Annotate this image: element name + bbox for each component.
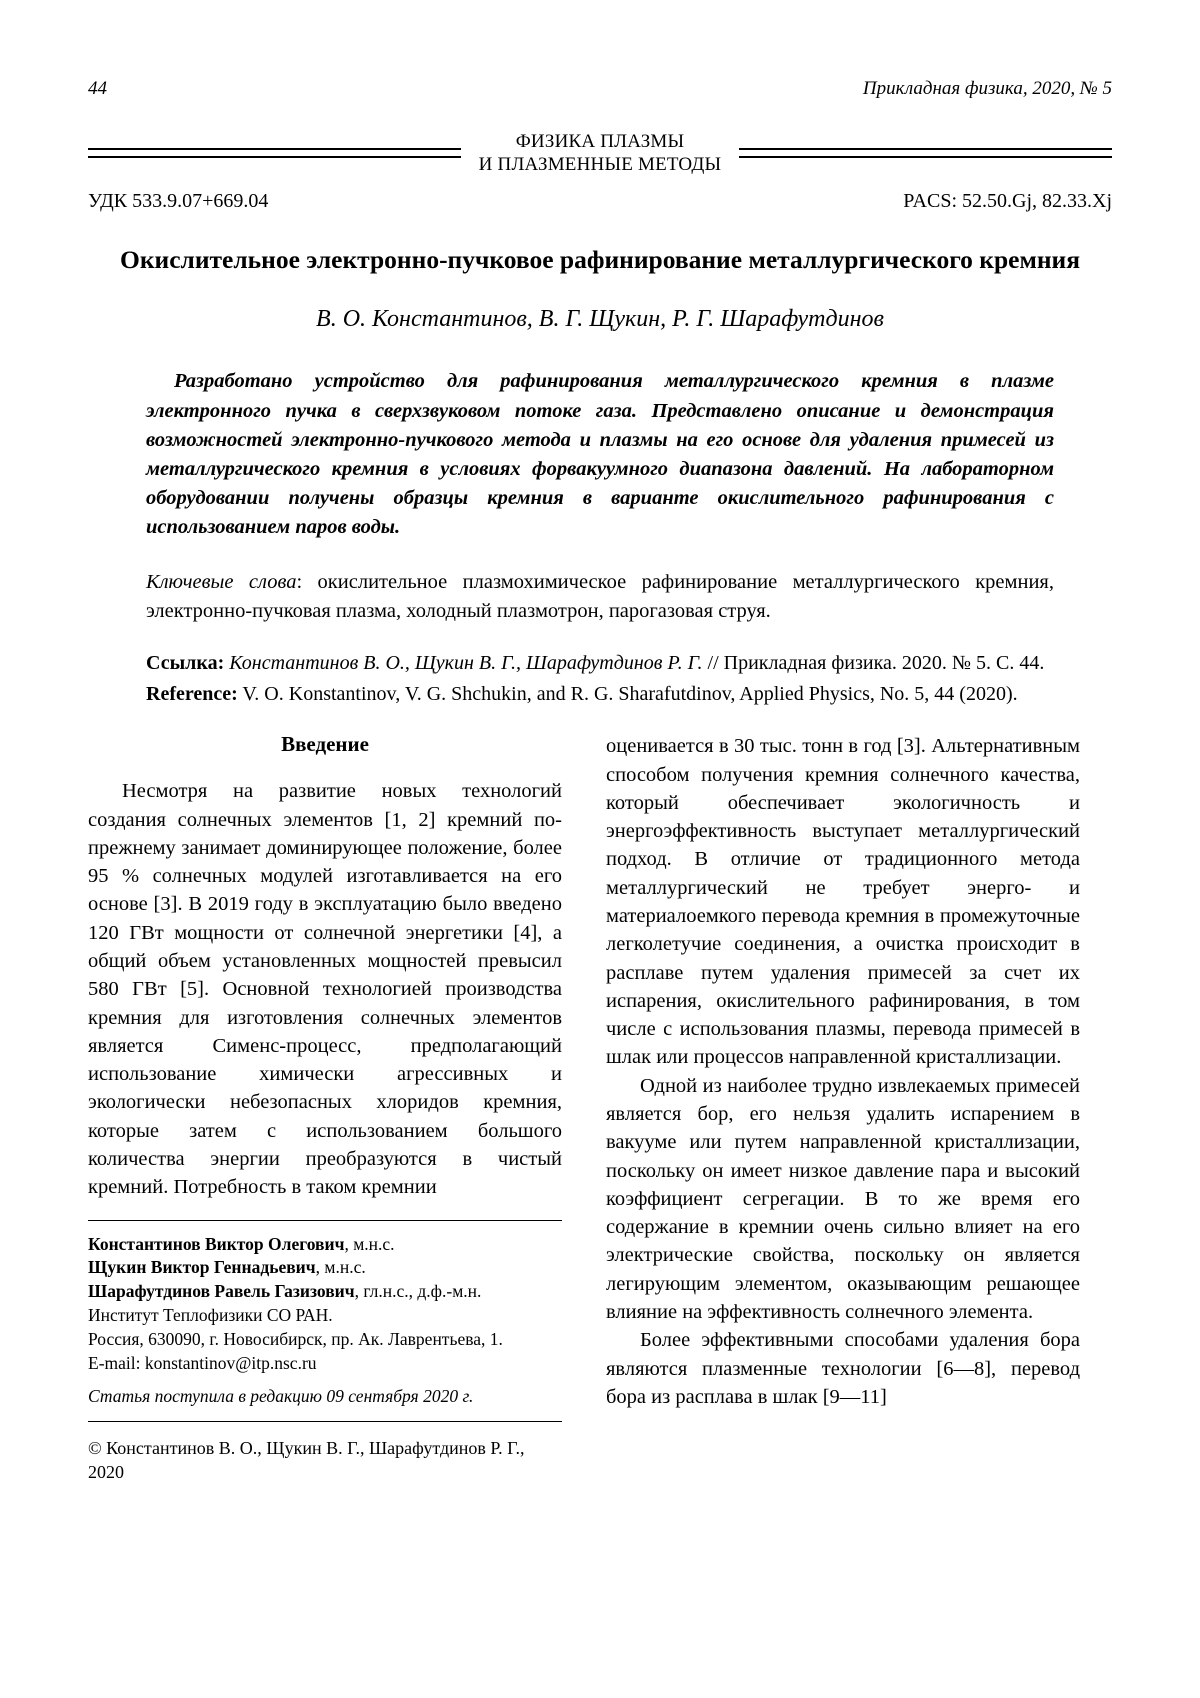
- footnote-author-2-rank: , м.н.с.: [315, 1257, 366, 1278]
- banner-line-1: ФИЗИКА ПЛАЗМЫ: [515, 131, 685, 152]
- citation-ru: [146, 650, 1054, 677]
- footnote-email[interactable]: E-mail: konstantinov@itp.nsc.ru: [88, 1352, 317, 1373]
- footnote-author-3-name: Шарафутдинов Равель Газизович: [88, 1281, 355, 1302]
- citation-text-en: V. O. Konstantinov, V. G. Shchukin, and R. G. Sharafutdinov, Applied Physics, No. 5, 44 (2020).: [237, 683, 1018, 706]
- citation-label-en: Reference:: [146, 683, 238, 706]
- banner-line-2: И ПЛАЗМЕННЫЕ МЕТОДЫ: [478, 154, 722, 176]
- footnote-author-2: [88, 1256, 562, 1280]
- section-banner: [88, 130, 1112, 176]
- banner-rule-right: [739, 148, 1112, 158]
- journal-reference: Прикладная физика, 2020, № 5: [862, 78, 1112, 99]
- footnote-address: Россия, 630090, г. Новосибирск, пр. Ак. Лаврентьева, 1.: [88, 1328, 503, 1349]
- footnote-author-3: [88, 1280, 562, 1304]
- footnote-author-1-name: Константинов Виктор Олегович: [88, 1233, 345, 1254]
- footnote-author-2-name: Щукин Виктор Геннадьевич: [88, 1257, 316, 1278]
- udk-code: УДК 533.9.07+669.04: [88, 190, 269, 213]
- paragraph: Более эффективными способами удаления бора являются плазменные технологии [6—8], перевод бора из расплава в шлак [9—11]: [606, 1329, 1080, 1408]
- right-column: [606, 732, 1080, 1484]
- footnote-divider-2: [88, 1421, 562, 1422]
- body-columns: [88, 732, 1112, 1484]
- citation-rest-ru: // Прикладная физика. 2020. № 5. С. 44.: [702, 652, 1045, 675]
- citation-authors-ru: Константинов В. О., Щукин В. Г., Шарафутдинов Р. Г.: [229, 652, 703, 675]
- abstract: Разработано устройство для рафинирования металлургического кремния в плазме электронного пучка в сверхзвуковом потоке газа. Представлено описание и демонстрация возможностей электронно-пучкового метода и плазмы на его основе для удаления примесей из металлургического кремния в условиях форвакуумного диапазона давлений. На лабораторном оборудовании получены образцы кремния в варианте окислительного рафинирования с использованием паров воды.: [146, 370, 1054, 539]
- running-head: [88, 78, 1112, 100]
- citation-en: [146, 681, 1054, 708]
- footnote-divider: [88, 1220, 562, 1221]
- keywords: [146, 568, 1054, 626]
- page-number: 44: [88, 78, 107, 99]
- footnote-author-1: [88, 1233, 562, 1257]
- footnote-author-1-rank: , м.н.с.: [344, 1233, 395, 1254]
- left-column: [88, 732, 562, 1484]
- paragraph: оценивается в 30 тыс. тонн в год [3]. Альтернативным способом получения кремния солнечного качества, который обеспечивает экологичность и энергоэффективность выступает металлургический подход. В отличие от традиционного метода металлургический не требует энерго- и материалоемкого перевода кремния в промежуточные легколетучие соединения, а очистка происходит в расплаве путем удаления примесей за счет их испарения, окислительного рафинирования, в том числе с использования плазмы, перевода примесей в шлак или процессов направленной кристаллизации.: [606, 735, 1080, 1069]
- banner-rule-left: [88, 148, 461, 158]
- footnote-copyright: © Константинов В. О., Щукин В. Г., Шарафутдинов Р. Г., 2020: [88, 1438, 525, 1483]
- classification-codes: [88, 190, 1112, 213]
- pacs-code: PACS: 52.50.Gj, 82.33.Xj: [903, 190, 1112, 213]
- section-heading-introduction: Введение: [281, 732, 369, 757]
- keywords-label: Ключевые слова: [146, 571, 297, 594]
- paragraph: Одной из наиболее трудно извлекаемых примесей является бор, его нельзя удалить испарением в вакууме или путем направленной кристаллизации, поскольку он имеет низкое давление пара и высокий коэффициент сегрегации. В то же время его содержание в кремнии очень сильно влияет на его электрические свойства, поскольку он является легирующим элементом, оказывающим решающее влияние на эффективность солнечного элемента.: [606, 1074, 1080, 1323]
- article-title: Окислительное электронно-пучковое рафинирование металлургического кремния: [119, 245, 1081, 275]
- citation-label-ru: Ссылка:: [146, 652, 225, 675]
- paragraph: Несмотря на развитие новых технологий создания солнечных элементов [1, 2] кремний по-прежнему занимает доминирующее положение, более 95 % солнечных модулей изготавливается на его основе [3]. В 2019 году в эксплуатацию было введено 120 ГВт мощности от солнечной энергетики [4], а общий объем установленных мощностей превысил 580 ГВт [5]. Основной технологией производства кремния для изготовления солнечных элементов является Сименс-процесс, предполагающий использование химически агрессивных и экологически небезопасных хлоридов кремния, которые затем с использованием большого количества энергии преобразуются в чистый кремний. Потребность в таком кремнии: [88, 780, 562, 1199]
- footnote-block: [88, 1233, 562, 1485]
- keywords-text: : окислительное плазмохимическое рафинирование металлургического кремния, электронно-пучковая плазма, холодный плазмотрон, парогазовая струя.: [146, 571, 1054, 623]
- author-list: В. О. Константинов, В. Г. Щукин, Р. Г. Шарафутдинов: [316, 306, 884, 333]
- footnote-author-3-rank: , гл.н.с., д.ф.-м.н.: [354, 1281, 482, 1302]
- footnote-affiliation: Институт Теплофизики СО РАН.: [88, 1304, 333, 1325]
- banner-heading: [479, 130, 722, 176]
- footnote-received-date: Статья поступила в редакцию 09 сентября 2020 г.: [88, 1386, 474, 1407]
